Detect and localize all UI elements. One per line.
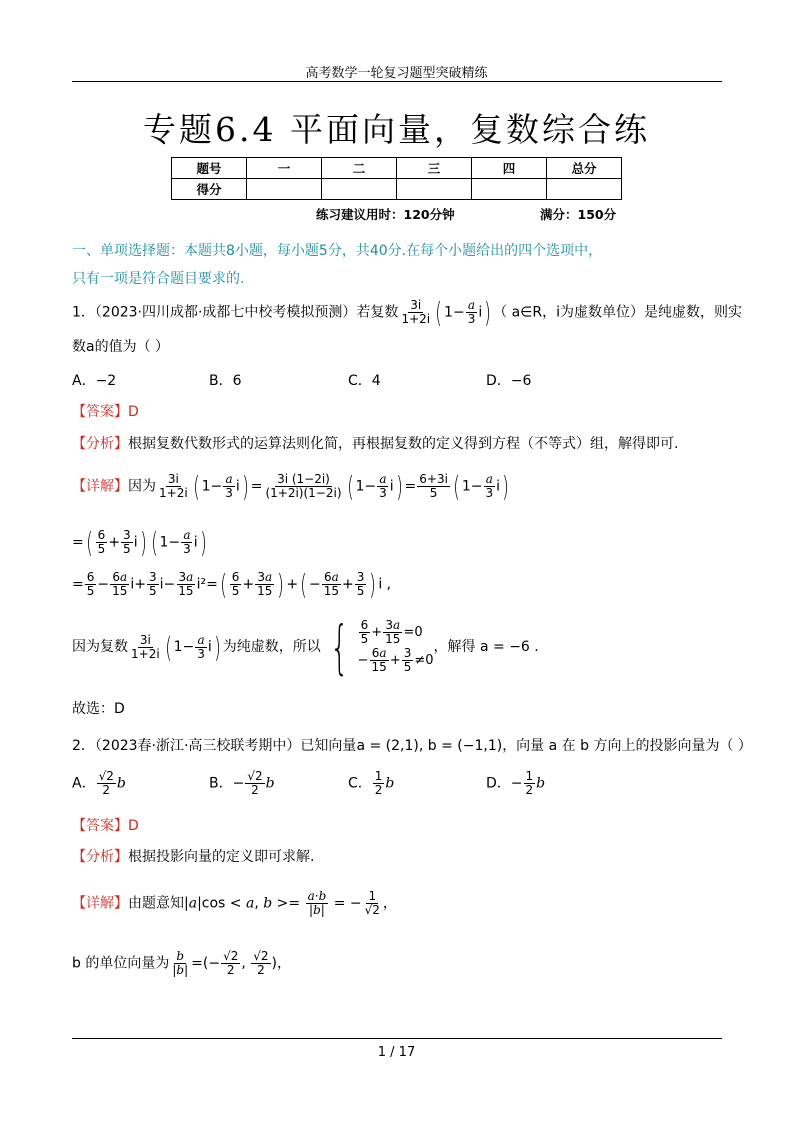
q1-option-d: D．−6 xyxy=(486,373,532,389)
header-rule xyxy=(72,81,722,82)
q2-analysis: 【分析】根据投影向量的定义即可求解. xyxy=(72,849,315,865)
q1-option-c: C．4 xyxy=(348,373,381,389)
q1-detail-line4: 因为复数 $\frac{3i}{1+2i}$ ( 1− $\frac{a}{3}$ i) 为纯虚数，所以 { $\frac{6}{5}$ + $\frac{3a}{15}$ =0 − $\frac{6a}{15}$ + $\frac{3}{5}$ ≠0 ，解得 a = −6 . xyxy=(72,613,539,681)
score-table xyxy=(171,157,622,200)
section-heading-line1: 一、单项选择题：本题共8小题，每小题5分，共40分.在每个小题给出的四个选项中， xyxy=(72,243,603,259)
table-cell: 四 xyxy=(472,158,547,179)
table-cell xyxy=(547,179,622,200)
q1-option-a: A．−2 xyxy=(72,373,117,389)
table-cell xyxy=(397,179,472,200)
q1-detail-line3: = $\frac{6}{5}$ − $\frac{6a}{15}$ i+ $\frac{3}{5}$ i− $\frac{3a}{15}$ i²=( $\frac{6}{5}$ + $\frac{3a}{15}$ ) +( − $\frac{6a}{15}$ + $\frac{3}{5}$ ) i , xyxy=(72,568,392,601)
q2-detail-line1: 【详解】由题意知|a|cos < a, b >= $\frac{a\cdot b}{|b|}$ = − $\frac{1}{√2}$ ， xyxy=(72,889,397,917)
suggested-time: 练习建议用时：120分钟 xyxy=(316,207,455,222)
q2-option-c: C． $\frac{1}{2}$ b xyxy=(348,769,395,797)
full-score: 满分：150分 xyxy=(540,207,617,222)
q2-option-b: B．− $\frac{√2}{2}$ b xyxy=(209,769,275,797)
q1-analysis: 【分析】根据复数代数形式的运算法则化简，再根据复数的定义得到方程（不等式）组，解得即可. xyxy=(72,436,679,452)
table-cell: 一 xyxy=(247,158,322,179)
q1-conclusion: 故选：D xyxy=(72,701,125,717)
q1-option-b: B．6 xyxy=(209,373,242,389)
q1-stem-line1: 1．（2023·四川成都·成都七中校考模拟预测）若复数 $\frac{3i}{1+2i}$ ( 1− $\frac{a}{3}$ i) （ a∈R，i为虚数单位）是纯虚数，则实 xyxy=(72,296,742,329)
q1-suffix: （ a∈R，i为虚数单位）是纯虚数，则实 xyxy=(493,304,742,321)
score-table-score-row xyxy=(172,179,622,200)
q1-detail-line2: =( $\frac{6}{5}$ + $\frac{3}{5}$ i) ( 1− $\frac{a}{3}$ i) xyxy=(72,526,207,559)
table-cell: 题号 xyxy=(172,158,247,179)
running-header: 高考数学一轮复习题型突破精练 xyxy=(305,66,488,81)
q1-fraction: $\frac{3i}{1+2i}$ xyxy=(401,298,431,326)
q1-answer: 【答案】D xyxy=(72,404,139,420)
table-cell xyxy=(247,179,322,200)
q1-prefix: 1．（2023·四川成都·成都七中校考模拟预测）若复数 xyxy=(72,304,399,321)
q2-option-a: A． $\frac{√2}{2}$ b xyxy=(72,769,126,797)
footer-rule xyxy=(72,1038,722,1039)
q1-detail-line1: 【详解】因为 $\frac{3i}{1+2i}$ ( 1− $\frac{a}{3}$ i) = $\frac{3i (1-2i)}{(1+2i)(1-2i)}$ ( 1− $\frac{a}{3}$ i) = $\frac{6+3i}{5}$ ( 1− $\frac{a}{3}$ i) xyxy=(72,470,509,503)
q2-detail-line2: b 的单位向量为 $\frac{b}{|b|}$ =(− $\frac{√2}{2}$ , $\frac{√2}{2}$ )， xyxy=(72,949,291,977)
table-cell: 得分 xyxy=(172,179,247,200)
section-heading-line2: 只有一项是符合题目要求的. xyxy=(72,271,245,287)
table-cell: 二 xyxy=(322,158,397,179)
table-cell xyxy=(322,179,397,200)
q2-stem: 2．（2023春·浙江·高三校联考期中）已知向量a = (2,1), b = (−1,1)，向量 a 在 b 方向上的投影向量为（ ） xyxy=(72,738,752,754)
score-table-header-row xyxy=(172,158,622,179)
q2-answer: 【答案】D xyxy=(72,818,139,834)
table-cell: 总分 xyxy=(547,158,622,179)
q1-stem-line2: 数a的值为（ ） xyxy=(72,339,170,355)
q2-option-d: D．− $\frac{1}{2}$ b xyxy=(486,769,546,797)
document-title: 专题6.4 平面向量，复数综合练 xyxy=(143,110,650,149)
table-cell: 三 xyxy=(397,158,472,179)
page-number: 1 / 17 xyxy=(377,1045,416,1060)
table-cell xyxy=(472,179,547,200)
